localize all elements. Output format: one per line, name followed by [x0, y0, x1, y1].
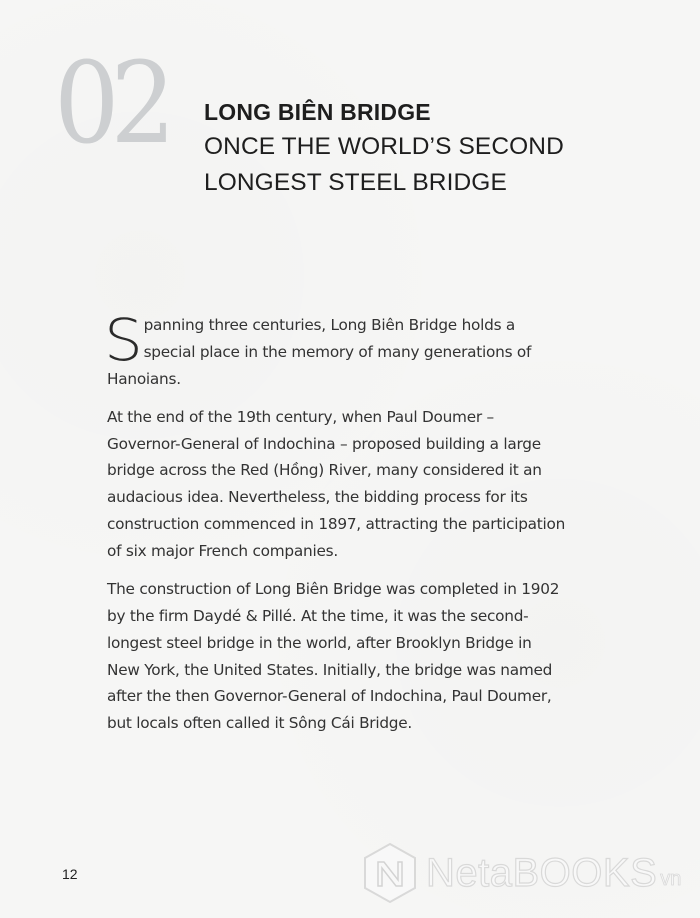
chapter-title: LONG BIÊN BRIDGE — [204, 99, 431, 125]
watermark — [362, 842, 681, 904]
hexagon-n-logo-icon — [362, 842, 418, 904]
chapter-subtitle-line-2: LONGEST STEEL BRIDGE — [204, 169, 507, 196]
paragraph-3: The construction of Long Biên Bridge was completed in 1902 by the firm Daydé & Pillé. At the time, it was the second-longest steel bridge in the world, after Brooklyn Bridge in New York, the United States. Initially, the bridge was named after the then Governor-General of Indochina, Paul Doumer, but locals often called it Sông Cái Bridge. — [107, 580, 560, 733]
chapter-number: 02 — [54, 39, 167, 169]
body-text — [104, 306, 567, 748]
paragraph-1-text: panning three centuries, Long Biên Bridge holds a special place in the memory of many generations of Hanoians. — [107, 316, 532, 388]
chapter-title-block — [204, 95, 564, 201]
drop-cap: S — [104, 306, 143, 374]
paragraph-1 — [104, 306, 567, 392]
page-number: 12 — [62, 866, 78, 882]
chapter-subtitle-line-1: ONCE THE WORLD’S SECOND — [204, 133, 564, 160]
watermark-brand: NetaBOOKS — [426, 851, 658, 895]
watermark-suffix: vn — [660, 867, 682, 890]
paragraph-2: At the end of the 19th century, when Paul Doumer – Governor-General of Indochina – proposed building a large bridge across the Red (Hồng) River, many considered it an audacious idea. Nevertheless, the bidding process for its construction commenced in 1897, attracting the participation of six major French companies. — [107, 407, 566, 560]
